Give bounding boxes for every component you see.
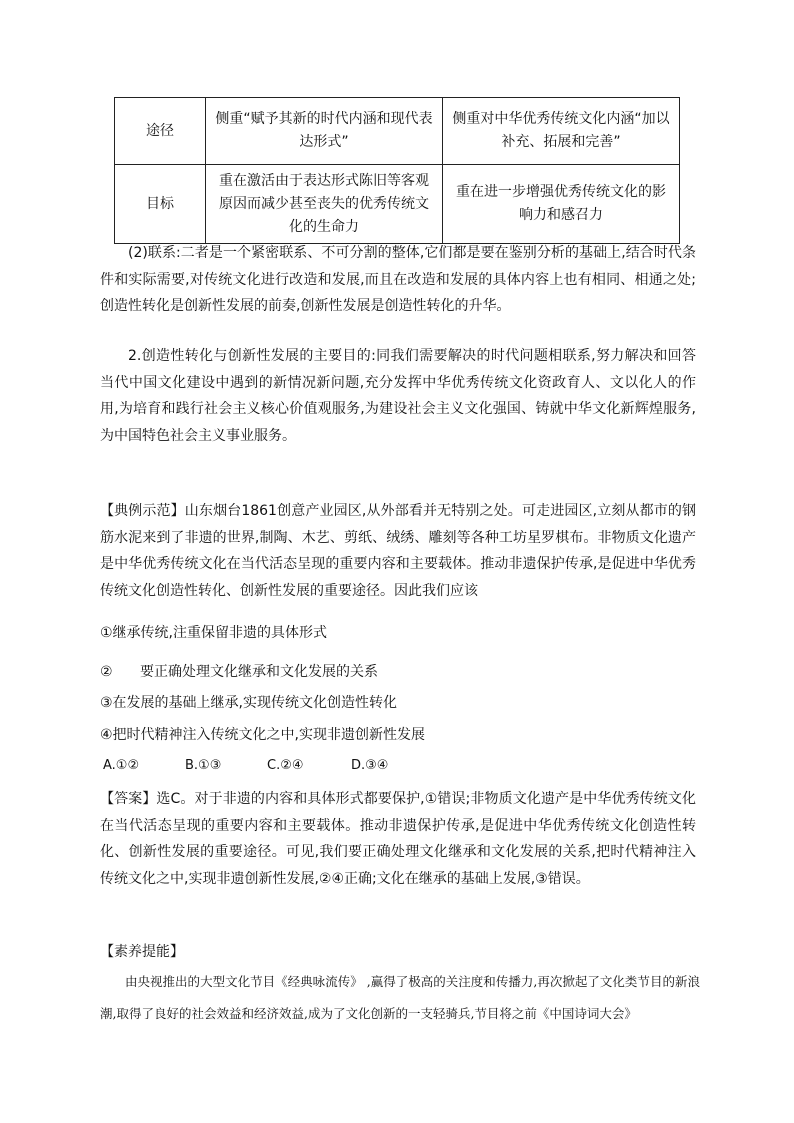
- connection-paragraph: (2)联系:二者是一个紧密联系、不可分割的整体,它们都是要在鉴别分析的基础上,结合时代条件和实际需要,对传统文化进行改造和发展,而且在改造和发展的具体内容上也有相同、相通之处;创造性转化是创新性发展的前奏,创新性发展是创造性转化的升华。: [100, 245, 696, 314]
- purpose-paragraph: 2.创造性转化与创新性发展的主要目的:同我们需要解决的时代问题相联系,努力解决和回答当代中国文化建设中遇到的新情况新问题,充分发挥中华优秀传统文化资政育人、文以化人的作用,为培育和践行社会主义核心价值观服务,为建设社会主义文化强国、铸就中华文化新辉煌服务,为中国特色社会主义事业服务。: [100, 348, 696, 444]
- option-c: C.②④: [267, 758, 304, 773]
- table-row: [115, 98, 680, 165]
- answer-options: [103, 758, 388, 773]
- statement-3: ③在发展的基础上继承,实现传统文化创造性转化: [100, 695, 397, 711]
- table-cell: 侧重“赋予其新的时代内涵和现代表达形式”: [206, 98, 443, 165]
- row-label: 途径: [115, 98, 206, 165]
- statement-1: ①继承传统,注重保留非遗的具体形式: [100, 625, 328, 641]
- option-b: B.①③: [185, 758, 222, 773]
- statement-2-marker: ②: [100, 664, 113, 680]
- row-label: 目标: [115, 165, 206, 244]
- literacy-heading: 【素养提能】: [100, 944, 184, 960]
- comparison-table: [114, 97, 680, 244]
- answer-explanation: 【答案】选C。对于非遗的内容和具体形式都要保护,①错误;非物质文化遗产是中华优秀传统文化在当代活态呈现的重要内容和主要载体。推动非遗保护传承,是促进中华优秀传统文化创造性转化、创新性发展的重要途径。可见,我们要正确处理文化继承和文化发展的关系,把时代精神注入传统文化之中,实现非遗创新性发展,②④正确;文化在继承的基础上发展,③错误。: [100, 791, 696, 887]
- table-cell: 重在进一步增强优秀传统文化的影响力和感召力: [443, 165, 680, 244]
- example-question: 【典例示范】山东烟台1861创意产业园区,从外部看并无特别之处。可走进园区,立刻从都市的钢筋水泥来到了非遗的世界,制陶、木艺、剪纸、绒绣、雕刻等各种工坊星罗棋布。非物质文化遗产是中华优秀传统文化在当代活态呈现的重要内容和主要载体。推动非遗保护传承,是促进中华优秀传统文化创造性转化、创新性发展的重要途径。因此我们应该: [100, 503, 696, 599]
- literacy-text: 由央视推出的大型文化节目《经典咏流传》 ,赢得了极高的关注度和传播力,再次掀起了文化类节目的新浪潮,取得了良好的社会效益和经济效益,成为了文化创新的一支轻骑兵,节目将之前《中国诗词大会》: [100, 974, 700, 1021]
- table-cell: 侧重对中华优秀传统文化内涵“加以补充、拓展和完善”: [443, 98, 680, 165]
- statement-2-text: 要正确处理文化继承和文化发展的关系: [140, 664, 378, 680]
- table-row: [115, 165, 680, 244]
- option-a: A.①②: [103, 758, 140, 773]
- statement-4: ④把时代精神注入传统文化之中,实现非遗创新性发展: [100, 727, 425, 743]
- option-d: D.③④: [351, 758, 389, 773]
- table-cell: 重在激活由于表达形式陈旧等客观原因而减少甚至丧失的优秀传统文化的生命力: [206, 165, 443, 244]
